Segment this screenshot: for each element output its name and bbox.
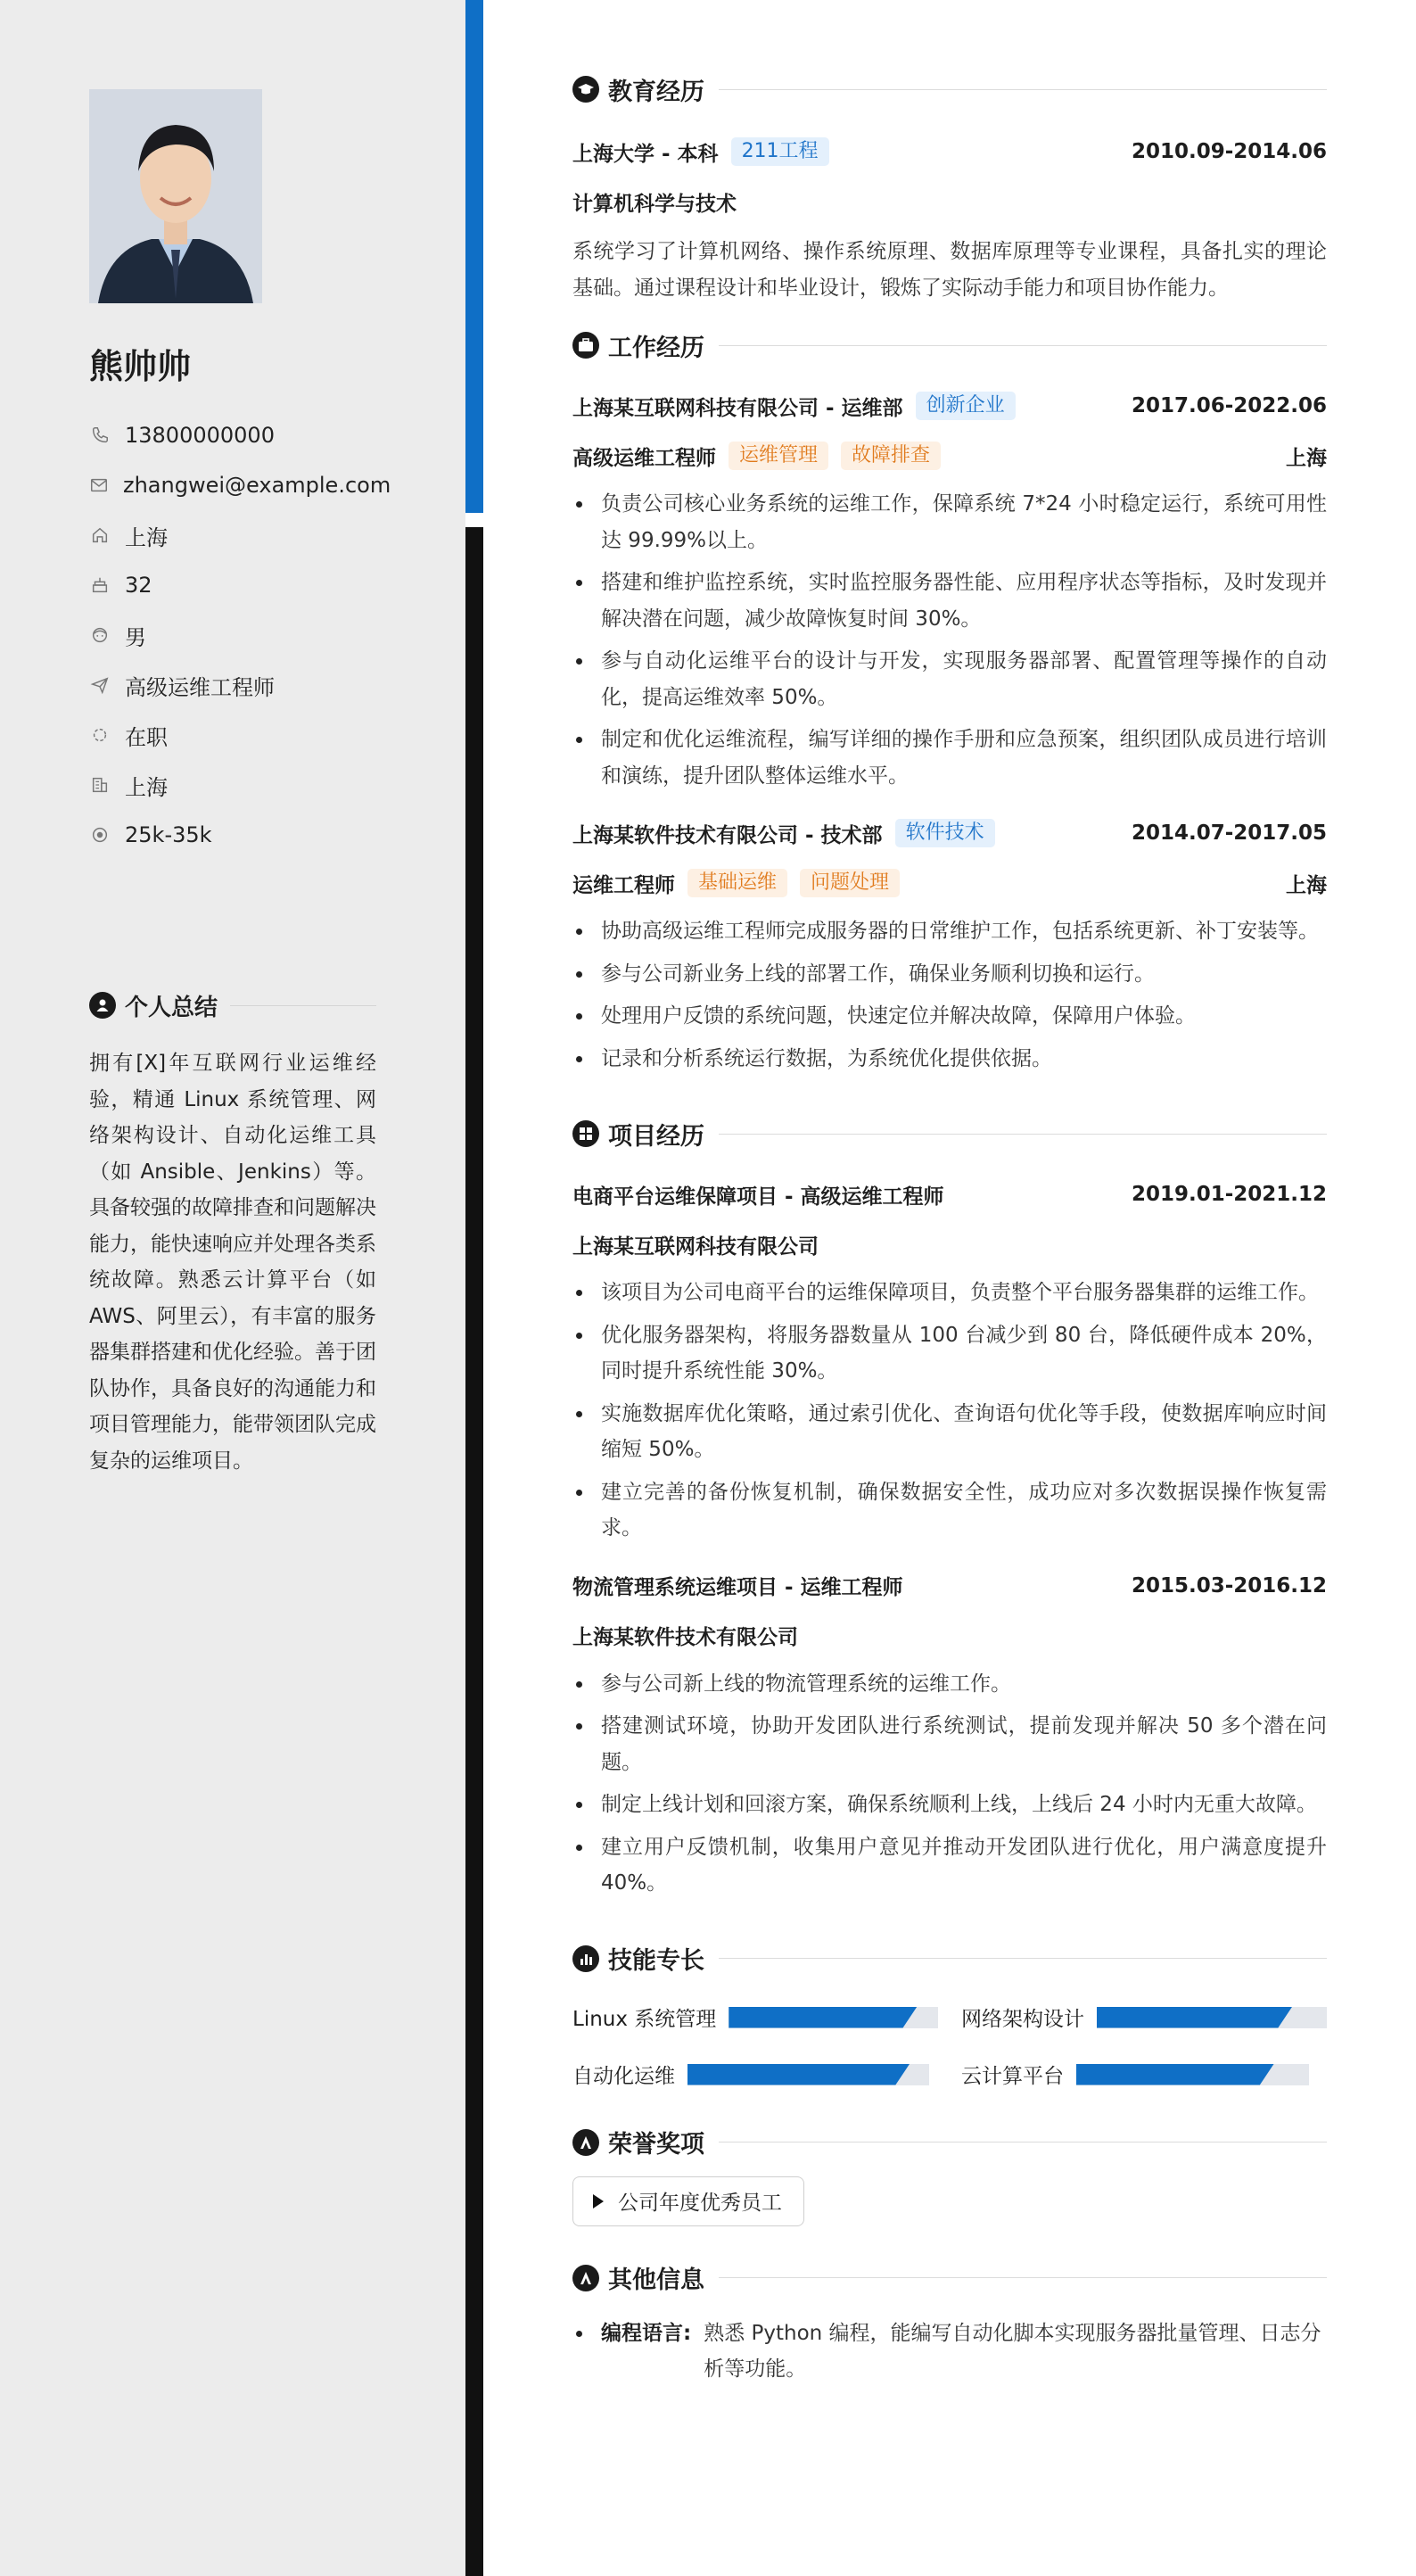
job-header-row bbox=[572, 381, 1327, 431]
other-title-text: 其他信息 bbox=[608, 2266, 704, 2294]
building-icon bbox=[89, 774, 111, 796]
grid-icon bbox=[572, 1120, 599, 1147]
job-header-row bbox=[572, 808, 1327, 858]
job-tag: 运维管理 bbox=[729, 442, 828, 470]
other-section-title bbox=[572, 2257, 1327, 2299]
job-role-row bbox=[572, 431, 1327, 481]
info-position-text: 高级运维工程师 bbox=[125, 674, 275, 700]
skill-bar bbox=[1097, 2007, 1327, 2028]
job-company: 上海某软件技术有限公司 - 技术部 bbox=[572, 823, 883, 847]
briefcase-icon bbox=[572, 332, 599, 359]
job-company-tag: 软件技术 bbox=[895, 819, 995, 847]
money-icon bbox=[89, 824, 111, 846]
project-date: 2019.01-2021.12 bbox=[1131, 1183, 1327, 1206]
education-major-row bbox=[572, 177, 1327, 227]
job-tag: 故障排查 bbox=[841, 442, 941, 470]
other-item-value: 熟悉 Python 编程，能编写自动化脚本实现服务器批量管理、日志分析等功能。 bbox=[704, 2321, 1321, 2381]
job-date: 2017.06-2022.06 bbox=[1131, 394, 1327, 417]
list-item: 制定和优化运维流程，编写详细的操作手册和应急预案，组织团队成员进行培训和演练，提升团队整体运维水平。 bbox=[572, 722, 1327, 794]
project-name: 物流管理系统运维项目 - 运维工程师 bbox=[572, 1576, 903, 1599]
info-salary-text: 25k-35k bbox=[125, 822, 212, 847]
divider bbox=[719, 1958, 1327, 1959]
info-city-text: 上海 bbox=[125, 774, 168, 800]
projects-title-text: 项目经历 bbox=[608, 1122, 704, 1151]
skill-bar-fill bbox=[729, 2007, 917, 2028]
project-date: 2015.03-2016.12 bbox=[1131, 1573, 1327, 1598]
list-item: 参与公司新上线的物流管理系统的运维工作。 bbox=[572, 1666, 1327, 1703]
job-city: 上海 bbox=[1286, 873, 1327, 897]
list-item: 搭建和维护监控系统，实时监控服务器性能、应用程序状态等指标，及时发现并解决潜在问题，减少故障恢复时间 30%。 bbox=[572, 565, 1327, 637]
divider bbox=[719, 89, 1327, 90]
face-icon bbox=[89, 624, 111, 646]
skill-name: 云计算平台 bbox=[961, 2065, 1064, 2088]
info-gender bbox=[89, 610, 383, 660]
skills-grid bbox=[572, 1989, 1327, 2103]
info-status-text: 在职 bbox=[125, 724, 168, 750]
project-company-row bbox=[572, 1219, 1327, 1269]
skill-item bbox=[961, 2046, 1327, 2103]
award-icon bbox=[572, 2129, 599, 2156]
project-header-row bbox=[572, 1561, 1327, 1611]
bar-chart-icon bbox=[572, 1945, 599, 1972]
list-item: 记录和分析系统运行数据，为系统优化提供依据。 bbox=[572, 1041, 1327, 1077]
education-school: 上海大学 - 本科 bbox=[572, 142, 719, 166]
list-item: 负责公司核心业务系统的运维工作，保障系统 7*24 小时稳定运行，系统可用性达 99.99%以上。 bbox=[572, 486, 1327, 558]
list-item: 建立用户反馈机制，收集用户意见并推动开发团队进行优化，用户满意度提升 40%。 bbox=[572, 1829, 1327, 1902]
project-name: 电商平台运维保障项目 - 高级运维工程师 bbox=[572, 1185, 944, 1209]
info-status bbox=[89, 710, 383, 760]
list-item: 参与公司新业务上线的部署工作，确保业务顺利切换和运行。 bbox=[572, 956, 1327, 993]
project-header-row bbox=[572, 1169, 1327, 1219]
project-entry bbox=[572, 1561, 1327, 1902]
phone-icon bbox=[89, 425, 111, 446]
divider bbox=[719, 1134, 1327, 1135]
skill-bar bbox=[1076, 2064, 1309, 2085]
job-role: 运维工程师 bbox=[572, 873, 675, 897]
job-company: 上海某互联网科技有限公司 - 运维部 bbox=[572, 396, 903, 420]
list-item: 该项目为公司电商平台的运维保障项目，负责整个平台服务器集群的运维工作。 bbox=[572, 1275, 1327, 1311]
project-company-row bbox=[572, 1611, 1327, 1661]
info-home bbox=[89, 510, 383, 560]
info-city bbox=[89, 760, 383, 810]
project-entry bbox=[572, 1169, 1327, 1547]
skill-item bbox=[572, 2046, 938, 2103]
skills-title-text: 技能专长 bbox=[608, 1947, 704, 1975]
list-item: 搭建测试环境，协助开发团队进行系统测试，提前发现并解决 50 多个潜在问题。 bbox=[572, 1708, 1327, 1780]
job-role: 高级运维工程师 bbox=[572, 446, 716, 470]
avatar-portrait bbox=[89, 89, 262, 303]
divider bbox=[719, 2277, 1327, 2278]
skill-name: 网络架构设计 bbox=[961, 2008, 1084, 2031]
divider bbox=[230, 1005, 376, 1006]
avatar bbox=[89, 89, 262, 303]
send-icon bbox=[89, 674, 111, 696]
education-header-row bbox=[572, 127, 1327, 177]
info-position bbox=[89, 660, 383, 710]
project-bullets bbox=[572, 1275, 1327, 1547]
divider bbox=[719, 345, 1327, 346]
job-bullets bbox=[572, 913, 1327, 1077]
education-section-title bbox=[572, 68, 1327, 111]
graduation-cap-icon bbox=[572, 76, 599, 103]
skill-name: Linux 系统管理 bbox=[572, 2008, 717, 2031]
job-date: 2014.07-2017.05 bbox=[1131, 822, 1327, 845]
education-date: 2010.09-2014.06 bbox=[1131, 140, 1327, 163]
info-phone-text: 13800000000 bbox=[125, 423, 275, 448]
skill-item bbox=[961, 1989, 1327, 2046]
job-tag: 问题处理 bbox=[800, 869, 900, 897]
info-gender-text: 男 bbox=[125, 624, 146, 650]
list-item: 处理用户反馈的系统问题，快速定位并解决故障，保障用户体验。 bbox=[572, 998, 1327, 1035]
info-home-text: 上海 bbox=[125, 524, 168, 550]
summary-title-text: 个人总结 bbox=[125, 994, 218, 1021]
cake-icon bbox=[89, 574, 111, 596]
job-role-row bbox=[572, 858, 1327, 908]
award-text: 公司年度优秀员工 bbox=[618, 2192, 782, 2215]
divider bbox=[719, 2142, 1327, 2143]
list-item: 参与自动化运维平台的设计与开发，实现服务器部署、配置管理等操作的自动化，提高运维效率 50%。 bbox=[572, 643, 1327, 715]
projects-section-title bbox=[572, 1112, 1327, 1155]
list-item: 实施数据库优化策略，通过索引优化、查询语句优化等手段，使数据库响应时间缩短 50%。 bbox=[572, 1396, 1327, 1468]
skill-bar-fill bbox=[1076, 2064, 1274, 2085]
education-title-text: 教育经历 bbox=[608, 78, 704, 106]
summary-section-title bbox=[89, 986, 376, 1025]
job-bullets bbox=[572, 486, 1327, 794]
job-company-tag: 创新企业 bbox=[916, 392, 1016, 420]
list-item: 优化服务器架构，将服务器数量从 100 台减少到 80 台，降低硬件成本 20%，同时提升系统性能 30%。 bbox=[572, 1317, 1327, 1390]
skill-bar bbox=[687, 2064, 929, 2085]
work-section-title bbox=[572, 324, 1327, 367]
project-bullets bbox=[572, 1666, 1327, 1902]
home-icon bbox=[89, 524, 111, 546]
job-entry bbox=[572, 381, 1327, 794]
job-entry bbox=[572, 808, 1327, 1077]
info-age bbox=[89, 560, 383, 610]
other-item-key: 编程语言: bbox=[601, 2321, 692, 2345]
job-city: 上海 bbox=[1286, 446, 1327, 470]
skills-section-title bbox=[572, 1937, 1327, 1980]
project-company: 上海某软件技术有限公司 bbox=[572, 1626, 798, 1649]
info-phone bbox=[89, 410, 383, 460]
skill-bar-fill bbox=[687, 2064, 910, 2085]
skill-name: 自动化运维 bbox=[572, 2065, 675, 2088]
work-title-text: 工作经历 bbox=[608, 334, 704, 362]
other-item bbox=[572, 2316, 1327, 2388]
project-company: 上海某互联网科技有限公司 bbox=[572, 1234, 819, 1259]
info-email-text: zhangwei@example.com bbox=[123, 473, 391, 498]
education-major: 计算机科学与技术 bbox=[572, 192, 737, 216]
skill-bar bbox=[729, 2007, 938, 2028]
info-icon bbox=[572, 2265, 599, 2291]
awards-title-text: 荣誉奖项 bbox=[608, 2131, 704, 2159]
awards-section-title bbox=[572, 2121, 1327, 2164]
mail-icon bbox=[89, 475, 109, 496]
accent-stripe-blue bbox=[465, 0, 483, 513]
summary-text: 拥有[X]年互联网行业运维经验，精通 Linux 系统管理、网络架构设计、自动化运维工具（如 Ansible、Jenkins）等。具备较强的故障排查和问题解决能力，能快速响应并处理各类系统故障。熟悉云计算平台（如 AWS、阿里云），有丰富的服务器集群搭建和优化经验。善于团队协作，具备良好的沟通能力和项目管理能力，能带领团队完成复杂的运维项目。 bbox=[89, 1052, 376, 1473]
contact-info-list bbox=[89, 410, 391, 860]
user-icon bbox=[89, 992, 116, 1019]
education-tag: 211工程 bbox=[731, 137, 829, 166]
triangle-right-icon bbox=[593, 2194, 604, 2209]
list-item: 协助高级运维工程师完成服务器的日常维护工作，包括系统更新、补丁安装等。 bbox=[572, 913, 1327, 950]
main-content bbox=[572, 68, 1327, 2388]
job-tag: 基础运维 bbox=[687, 869, 787, 897]
list-item: 制定上线计划和回滚方案，确保系统顺利上线，上线后 24 小时内无重大故障。 bbox=[572, 1787, 1327, 1823]
status-icon bbox=[89, 724, 111, 746]
skill-bar-fill bbox=[1097, 2007, 1292, 2028]
skill-item bbox=[572, 1989, 938, 2046]
list-item: 建立完善的备份恢复机制，确保数据安全性，成功应对多次数据误操作恢复需求。 bbox=[572, 1474, 1327, 1547]
info-email bbox=[89, 460, 391, 510]
profile-name: 熊帅帅 bbox=[89, 347, 192, 386]
award-item bbox=[572, 2176, 804, 2226]
education-desc: 系统学习了计算机网络、操作系统原理、数据库原理等专业课程，具备扎实的理论基础。通过课程设计和毕业设计，锻炼了实际动手能力和项目协作能力。 bbox=[572, 240, 1327, 300]
accent-stripe-black bbox=[465, 527, 483, 2576]
sidebar bbox=[0, 0, 465, 2576]
info-salary bbox=[89, 810, 383, 860]
info-age-text: 32 bbox=[125, 573, 152, 598]
